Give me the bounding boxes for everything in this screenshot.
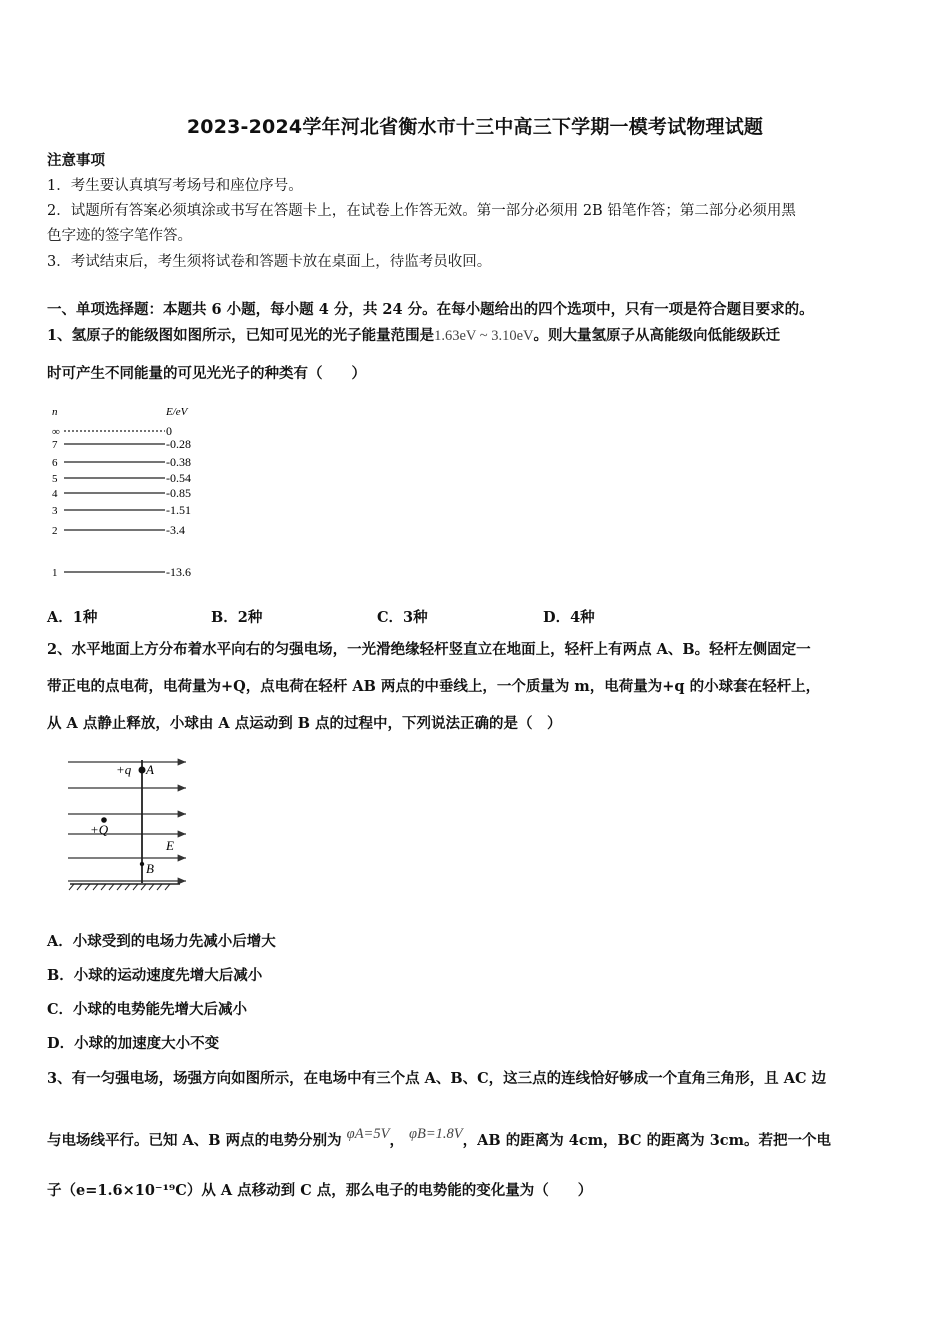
q1-energy-range: 1.63eV ~ 3.10eV	[434, 328, 534, 344]
energy-level-diagram	[48, 400, 218, 585]
label-plus-q: +q	[116, 762, 132, 777]
potential-b: φB=1.8V	[409, 1126, 463, 1142]
notice-item: 1．考生要认真填写考场号和座位序号。	[47, 178, 303, 194]
level-energy-label: -0.38	[166, 455, 191, 469]
q3-line2-mid: ，	[389, 1132, 404, 1149]
n-axis-label: n	[52, 406, 58, 418]
level-energy-label: -1.51	[166, 503, 191, 517]
level-n-label: 2	[52, 525, 58, 537]
small-ball	[139, 767, 146, 774]
field-lines	[68, 762, 186, 881]
energy-axis-label: E/eV	[166, 406, 188, 418]
level-energy-label: -0.54	[166, 471, 191, 485]
notice-item: 3．考试结束后，考生须将试卷和答题卡放在桌面上，待监考员收回。	[47, 254, 492, 270]
electric-field-diagram	[62, 752, 202, 897]
level-n-label: 6	[52, 457, 58, 469]
q1-option-b[interactable]: B．2种	[211, 609, 263, 626]
question-2-line3: 从 A 点静止释放，小球由 A 点运动到 B 点的过程中，下列说法正确的是（ ）	[47, 715, 562, 732]
q2-option-d[interactable]: D．小球的加速度大小不变	[47, 1035, 220, 1052]
question-3-line2	[47, 1126, 907, 1151]
level-energy-label: 0	[166, 424, 172, 438]
level-n-label: 5	[52, 473, 58, 485]
potential-a: φA=5V	[346, 1126, 390, 1142]
level-energy-label: -0.28	[166, 437, 191, 451]
question-3-line3: 子（e=1.6×10⁻¹⁹C）从 A 点移动到 C 点，那么电子的电势能的变化量为（ ）	[47, 1182, 593, 1199]
page-title: 2023-2024学年河北省衡水市十三中高三下学期一模考试物理试题	[186, 116, 764, 138]
notice-item: 色字迹的签字笔作答。	[47, 228, 192, 244]
label-a: A	[146, 762, 154, 777]
energy-levels	[52, 424, 191, 579]
question-1-text	[47, 326, 907, 346]
question-2-line2: 带正电的点电荷，电荷量为+Q，点电荷在轻杆 AB 两点的中垂线上，一个质量为 m，电荷量为+q 的小球套在轻杆上，	[47, 678, 821, 695]
question-2-line1: 2、水平地面上方分布着水平向右的匀强电场，一光滑绝缘轻杆竖直立在地面上，轻杆上有两点 A、B。轻杆左侧固定一	[47, 641, 811, 658]
ground-hatch	[69, 884, 170, 890]
q1-option-c[interactable]: C．3种	[377, 609, 428, 626]
question-1-line2: 时可产生不同能量的可见光光子的种类有（ ）	[47, 365, 366, 382]
level-n-label: ∞	[52, 426, 60, 438]
label-e: E	[166, 838, 174, 853]
level-n-label: 4	[52, 488, 58, 500]
q1-line1-pre: 1、氢原子的能级图如图所示，已知可见光的光子能量范围是	[47, 327, 435, 344]
q3-line2-pre: 与电场线平行。已知 A、B 两点的电势分别为	[47, 1132, 342, 1149]
label-b: B	[146, 861, 154, 876]
notice-item: 2．试题所有答案必须填涂或书写在答题卡上，在试卷上作答无效。第一部分必须用 2B 铅笔作答；第二部分必须用黑	[47, 203, 796, 219]
level-energy-label: -3.4	[166, 523, 185, 537]
q2-option-b[interactable]: B．小球的运动速度先增大后减小	[47, 967, 263, 984]
section-heading: 一、单项选择题：本题共 6 小题，每小题 4 分，共 24 分。在每小题给出的四个选项中，只有一项是符合题目要求的。	[47, 301, 814, 318]
q3-line2-post: ，AB 的距离为 4cm，BC 的距离为 3cm。若把一个电	[462, 1132, 831, 1149]
q1-line1-post: 。则大量氢原子从高能级向低能级跃迁	[533, 327, 780, 344]
q1-options	[47, 606, 907, 626]
level-n-label: 1	[52, 567, 58, 579]
question-3-line1: 3、有一匀强电场，场强方向如图所示，在电场中有三个点 A、B、C，这三点的连线恰好够成一个直角三角形，且 AC 边	[47, 1070, 827, 1087]
label-plus-big-q: +Q	[90, 822, 109, 837]
q1-option-a[interactable]: A．1种	[47, 609, 98, 626]
q1-option-d[interactable]: D．4种	[543, 609, 595, 626]
q2-option-c[interactable]: C．小球的电势能先增大后减小	[47, 1001, 248, 1018]
level-n-label: 7	[52, 439, 58, 451]
level-energy-label: -0.85	[166, 486, 191, 500]
point-b-dot	[140, 862, 144, 866]
q2-option-a[interactable]: A．小球受到的电场力先减小后增大	[47, 933, 276, 950]
level-n-label: 3	[52, 505, 58, 517]
notice-heading: 注意事项	[47, 152, 105, 169]
level-energy-label: -13.6	[166, 565, 191, 579]
